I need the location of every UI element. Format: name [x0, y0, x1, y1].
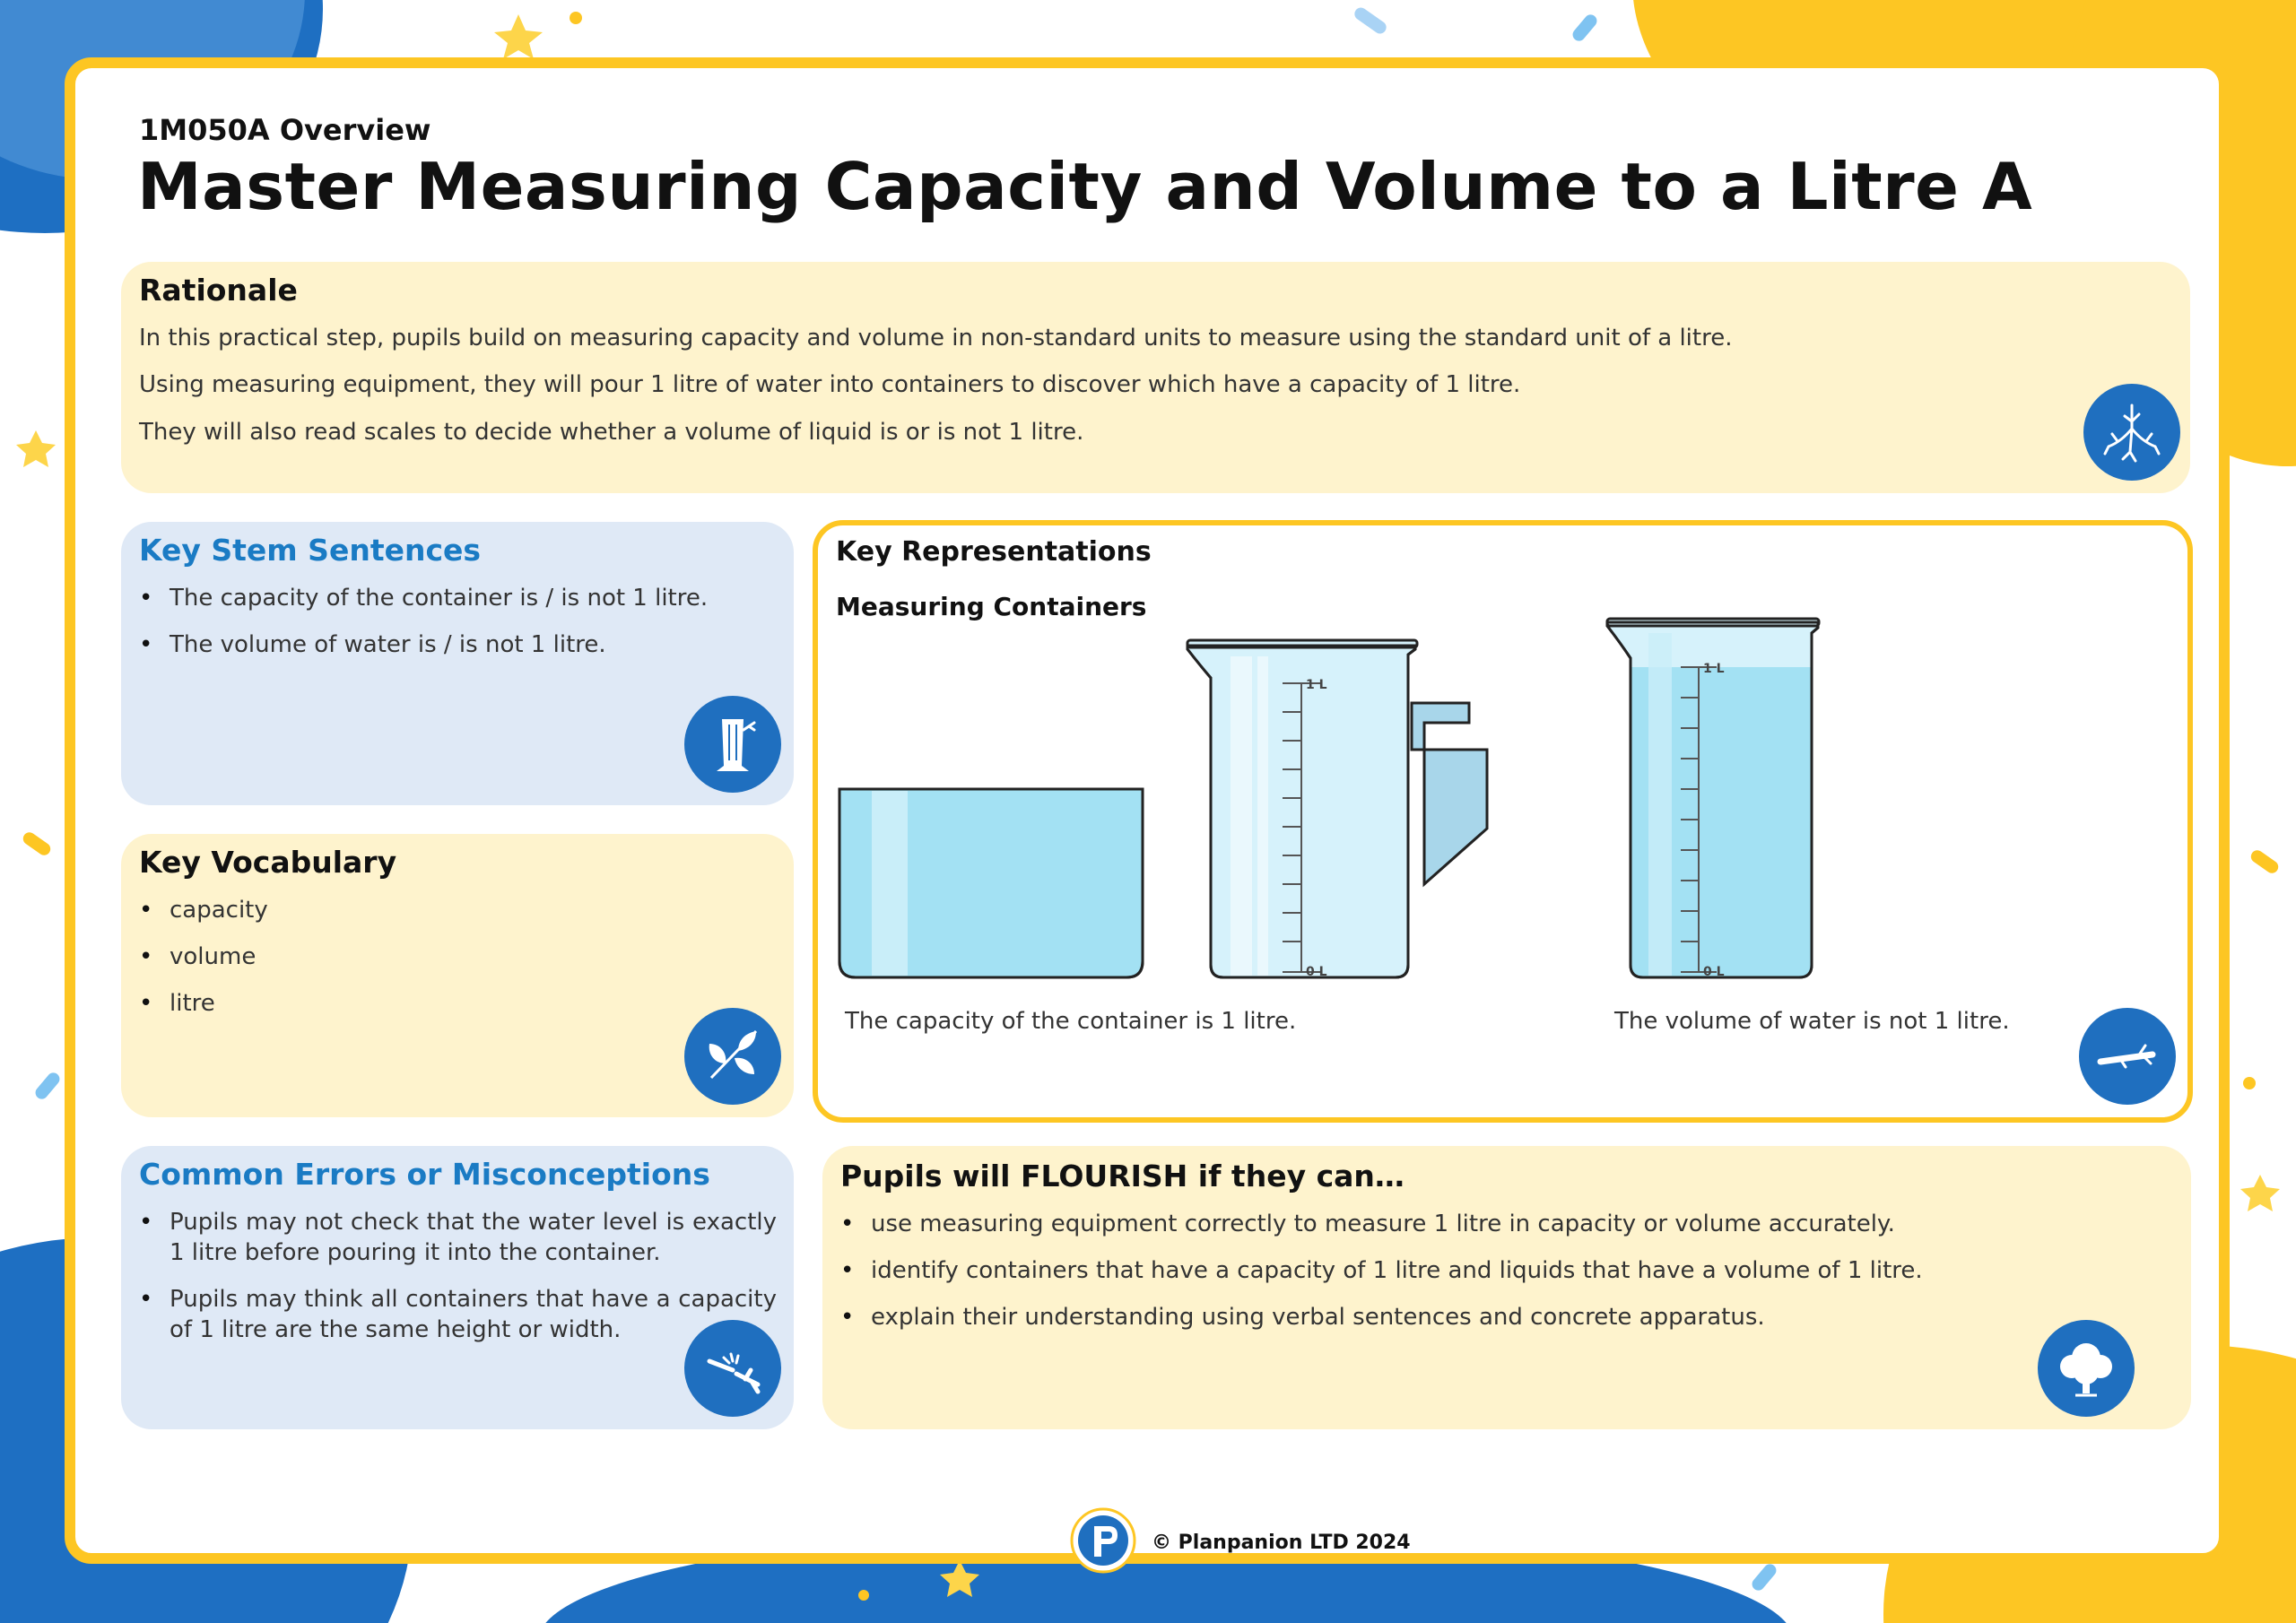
jug-top-label: 1 L	[1306, 678, 1327, 692]
roots-icon	[2083, 384, 2180, 481]
vocabulary-list	[139, 895, 758, 1035]
list-item: • The capacity of the container is / is not 1 litre.	[139, 583, 758, 613]
tree-icon	[2038, 1320, 2135, 1417]
caption-beaker: The volume of water is not 1 litre.	[1614, 1008, 2010, 1035]
caption-full-container: The capacity of the container is 1 litre.	[845, 1008, 1297, 1035]
branch-icon	[2079, 1008, 2176, 1105]
representations-heading: Key Representations	[836, 536, 1152, 568]
list-item: • explain their understanding using verbal sentences and concrete apparatus.	[840, 1302, 2078, 1332]
flourish-heading: Pupils will FLOURISH if they can…	[840, 1159, 1405, 1193]
list-item: • identify containers that have a capacity of 1 litre and liquids that have a volume of 1 litre.	[840, 1255, 2078, 1286]
stem-sentences-heading: Key Stem Sentences	[139, 533, 482, 568]
full-container-illustration	[839, 789, 1143, 977]
stem-sentences-list	[139, 583, 758, 676]
flourish-list	[840, 1209, 2078, 1349]
rationale-heading: Rationale	[139, 273, 298, 308]
flourish-panel	[822, 1146, 2191, 1429]
list-item: • litre	[139, 988, 758, 1019]
beaker-top-label: 1 L	[1703, 662, 1725, 676]
list-item: • volume	[139, 942, 758, 972]
list-item: • Pupils may think all containers that have a capacity of 1 litre are the same height or width.	[139, 1284, 777, 1345]
misconceptions-list	[139, 1207, 777, 1361]
list-item: • capacity	[139, 895, 758, 925]
rationale-panel	[121, 262, 2190, 493]
leaves-icon	[684, 1008, 781, 1105]
tree-stump-icon	[684, 696, 781, 793]
beaker-bottom-label: 0 L	[1703, 965, 1725, 979]
list-item: • Pupils may not check that the water level is exactly 1 litre before pouring it into the container.	[139, 1207, 777, 1268]
overview-label: 1M050A Overview	[139, 113, 431, 147]
misconceptions-heading: Common Errors or Misconceptions	[139, 1157, 710, 1192]
measuring-containers-subheading: Measuring Containers	[836, 592, 1147, 621]
page-title: Master Measuring Capacity and Volume to a Litre A	[137, 149, 2033, 224]
broken-branch-icon	[684, 1320, 781, 1417]
planpanion-logo	[1069, 1506, 1137, 1575]
measuring-jug-illustration	[1187, 640, 1487, 977]
rationale-paragraph-2: Using measuring equipment, they will pour 1 litre of water into containers to discover which have a capacity of 1 litre.	[139, 371, 1521, 398]
copyright-text: © Planpanion LTD 2024	[1152, 1532, 1411, 1554]
stem-sentences-panel	[121, 522, 794, 805]
vocabulary-heading: Key Vocabulary	[139, 845, 397, 880]
vocabulary-panel	[121, 834, 794, 1117]
overview-card	[65, 57, 2230, 1564]
list-item: • The volume of water is / is not 1 litre.	[139, 629, 758, 660]
rationale-paragraph-3: They will also read scales to decide whether a volume of liquid is or is not 1 litre.	[139, 419, 1084, 446]
list-item: • use measuring equipment correctly to measure 1 litre in capacity or volume accurately.	[840, 1209, 2078, 1239]
misconceptions-panel	[121, 1146, 794, 1429]
rationale-paragraph-1: In this practical step, pupils build on measuring capacity and volume in non-standard units to measure using the standard unit of a litre.	[139, 325, 1733, 352]
jug-bottom-label: 0 L	[1306, 965, 1327, 979]
representations-panel	[813, 520, 2193, 1123]
